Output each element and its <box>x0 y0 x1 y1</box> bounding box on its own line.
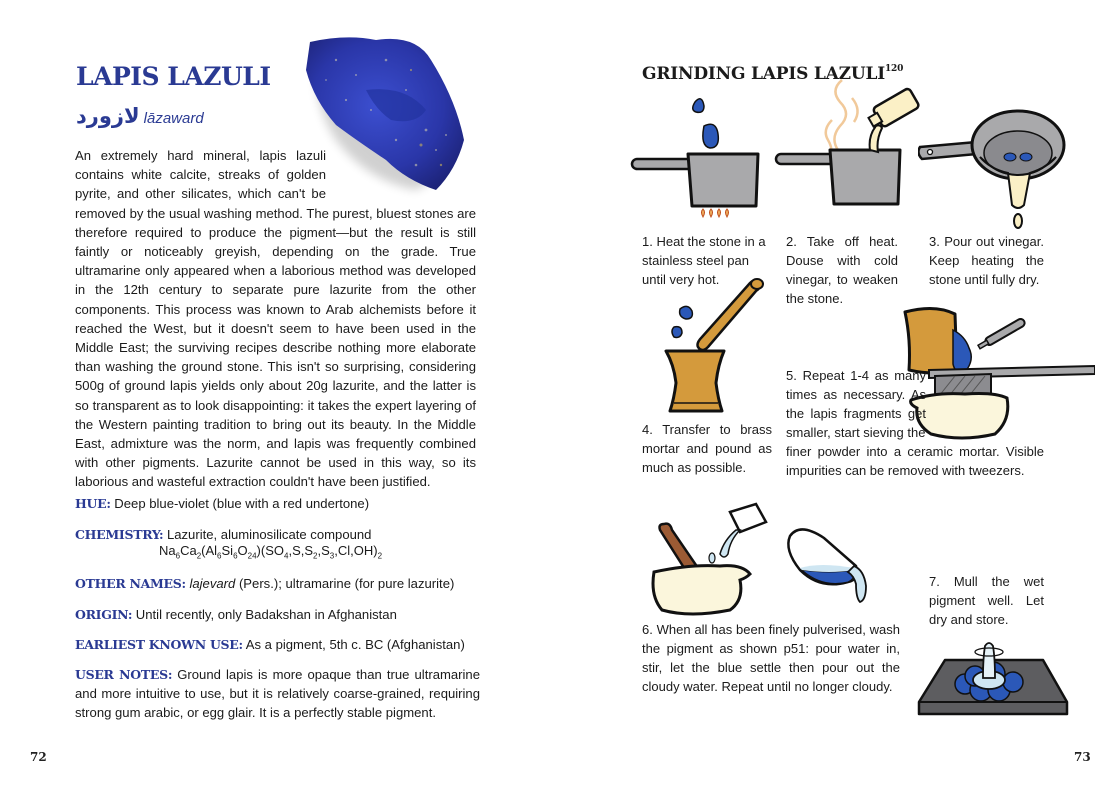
step-7: 7. Mull the wet pigment well. Let dry and store. <box>929 574 1044 627</box>
hue-value: Deep blue-violet (blue with a red undertone) <box>114 496 370 511</box>
chemistry-value: Lazurite, aluminosilicate compound <box>166 527 372 542</box>
step-6: 6. When all has been finely pulverised, wash the pigment as shown p51: pour water in, stir, let the blue settle then pour out the cloudy water. Repeat until no longer cloudy. <box>642 622 900 694</box>
page-number-right: 73 <box>1074 750 1091 764</box>
footnote-ref: 120 <box>884 64 904 74</box>
step-5-part-a: 5. Repeat 1-4 as many times as necessary. As the lapis fragments get smaller, start sieving the <box>786 368 926 440</box>
origin-value: Until recently, only Badakshan in Afghanistan <box>135 607 397 622</box>
field-origin <box>75 605 480 624</box>
step-4: 4. Transfer to brass mortar and pound as much as possible. <box>642 422 772 475</box>
transliteration: lāzaward <box>143 110 204 127</box>
step-2: 2. Take off heat. Douse with cold vinegar, to weaken the stone. <box>786 234 898 306</box>
field-other-names <box>75 574 480 593</box>
description-text: An extremely hard mineral, lapis lazuli contains white calcite, streaks of golden pyrite, and other silicates, which can't be removed by the usual washing method. The purest, bluest stones are therefore required to produce the pigment—but the result is still faintly or noticeably greyish, depending on the grade. True ultramarine only appeared when a laborious method was developed in the 12th century to separate pure lazurite from the other components. This process was known to Arab alchemists before it reached the West, but it doesn't seem to have been used in the Middle East; the surviving recipes describe nothing more elaborate than washing the ground stone. This isn't so surprising, considering 500g of ground lapis yields only about 20g lazurite, and the latter is so transparent as to look disappointing: it takes the expert layering of the Western painting tradition to bring out its beauty. In the Middle East, admixture was the norm, and lapis was frequently combined with other pigments. Lazurite cannot be used in this way, so its laborious and wasteful extraction couldn't have been justified. <box>75 148 476 490</box>
mulling-slab-illustration <box>915 640 1070 720</box>
other-names-value: (Pers.); ultramarine (for pure lazurite) <box>235 576 455 591</box>
chemistry-label: CHEMISTRY: <box>75 527 164 542</box>
right-page <box>560 0 1119 794</box>
section-title-text: GRINDING LAPIS LAZULI <box>642 64 885 84</box>
chemical-formula: $Na_6Ca_2(Al_6Si_6O_{24})(SO_4,S,S_2,S_3,Cl,OH)_2$ <box>159 543 383 561</box>
other-names-label: OTHER NAMES: <box>75 576 186 591</box>
other-names-italic: lajevard <box>189 576 236 591</box>
origin-label: ORIGIN: <box>75 607 133 622</box>
field-hue <box>75 494 480 513</box>
field-chemistry <box>75 525 480 544</box>
earliest-use-value: As a pigment, 5th c. BC (Afghanistan) <box>245 637 465 652</box>
step-5-part-b: finer powder into a ceramic mortar. Visible impurities can be removed with tweezers. <box>786 444 1044 478</box>
pigment-description <box>75 146 476 492</box>
pigment-title: LAPIS LAZULI <box>76 62 271 91</box>
drain-pan-illustration <box>918 105 1068 230</box>
user-notes-label: USER NOTES: <box>75 667 173 682</box>
earliest-use-label: EARLIEST KNOWN USE: <box>75 637 243 652</box>
pigment-subtitle <box>76 104 204 128</box>
field-earliest-use <box>75 635 480 654</box>
pour-vinegar-illustration <box>772 70 922 222</box>
hue-label: HUE: <box>75 496 111 511</box>
step-3: 3. Pour out vinegar. Keep heating the stone until fully dry. <box>929 234 1044 287</box>
washing-illustration <box>650 500 890 620</box>
brass-mortar-illustration <box>660 275 770 420</box>
user-notes-value: Ground lapis is more opaque than true ultramarine and more intuitive to use, but it is relatively coarse-grained, requiring strong gum arabic, or egg glair. It is a perfectly stable pigment. <box>75 667 480 721</box>
pan-heating-illustration <box>630 92 770 222</box>
field-user-notes <box>75 665 480 723</box>
page-number-left: 72 <box>30 750 47 764</box>
step-1: 1. Heat the stone in a stainless steel pan until very hot. <box>642 234 766 287</box>
arabic-name: لازورد <box>76 104 140 128</box>
